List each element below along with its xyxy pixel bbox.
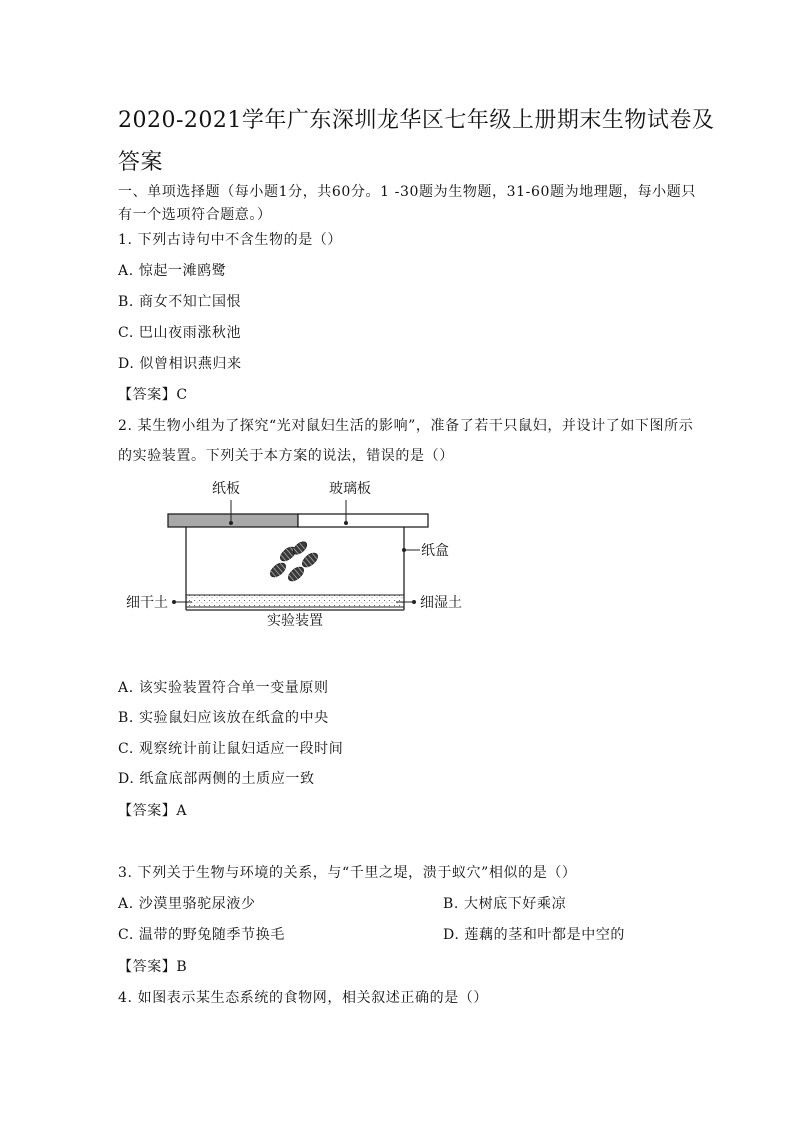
q4-stem: 4. 如图表示某生态系统的食物网，相关叙述正确的是（） bbox=[118, 990, 489, 1006]
q2-option-c: C. 观察统计前让鼠妇适应一段时间 bbox=[118, 741, 344, 757]
q2-option-d: D. 纸盒底部两侧的土质应一致 bbox=[118, 771, 315, 787]
q2-stem-line1: 2. 某生物小组为了探究“光对鼠妇生活的影响”，准备了若干只鼠妇，并设计了如下图所示 bbox=[118, 418, 694, 434]
q3-option-c: C. 温带的野兔随季节换毛 bbox=[118, 927, 285, 943]
q3-option-a: A. 沙漠里骆驼尿液少 bbox=[118, 896, 256, 912]
q3-option-b: B. 大树底下好乘凉 bbox=[443, 896, 567, 912]
paperboard-cover bbox=[168, 514, 298, 527]
document-title-line2: 答案 bbox=[118, 150, 164, 175]
q1-option-d: D. 似曾相识燕归来 bbox=[118, 356, 242, 372]
q1-answer-value: C bbox=[176, 387, 188, 403]
section-heading-line2: 有一个选项符合题意。） bbox=[118, 207, 272, 223]
q3-answer-label: 【答案】 bbox=[118, 959, 177, 975]
q1-stem: 1. 下列古诗句中不含生物的是（） bbox=[118, 232, 343, 248]
document-title-line1: 2020-2021学年广东深圳龙华区七年级上册期末生物试卷及 bbox=[118, 108, 715, 133]
q2-answer-value: A bbox=[176, 803, 188, 819]
q3-answer bbox=[118, 956, 187, 976]
glass-plate-cover bbox=[298, 514, 428, 527]
q3-stem: 3. 下列关于生物与环境的关系，与“千里之堤，溃于蚁穴”相似的是（） bbox=[118, 865, 577, 881]
q2-answer-label: 【答案】 bbox=[118, 803, 177, 819]
label-paperboard: 纸板 bbox=[212, 481, 240, 497]
q1-option-a: A. 惊起一滩鸥鹭 bbox=[118, 263, 227, 279]
glass-leader-dot bbox=[344, 521, 348, 525]
q2-stem-line2: 的实验装置。下列关于本方案的说法，错误的是（） bbox=[118, 448, 454, 464]
q3-option-d: D. 莲藕的茎和叶都是中空的 bbox=[443, 927, 626, 943]
wet-soil-leader-dot bbox=[412, 600, 416, 604]
q2-option-a: A. 该实验装置符合单一变量原则 bbox=[118, 680, 329, 696]
q1-option-b: B. 商女不知亡国恨 bbox=[118, 294, 242, 310]
box-leader-dot bbox=[402, 548, 406, 552]
label-wet-soil: 细湿土 bbox=[420, 595, 462, 611]
dry-soil-leader-dot bbox=[172, 600, 176, 604]
label-dry-soil: 细干土 bbox=[126, 595, 168, 611]
q3-answer-value: B bbox=[176, 959, 188, 975]
q1-answer bbox=[118, 384, 188, 404]
q2-answer bbox=[118, 800, 187, 820]
q1-answer-label: 【答案】 bbox=[118, 387, 177, 403]
soil-layer bbox=[186, 595, 404, 607]
label-glass-plate: 玻璃板 bbox=[329, 481, 371, 497]
experiment-apparatus-figure bbox=[118, 474, 478, 634]
paperboard-leader-dot bbox=[229, 521, 233, 525]
q1-option-c: C. 巴山夜雨涨秋池 bbox=[118, 325, 242, 341]
section-heading-line1: 一、单项选择题（每小题1分，共60分。1 -30题为生物题，31-60题为地理题，每小题只 bbox=[118, 184, 696, 200]
figure-caption: 实验装置 bbox=[267, 613, 323, 629]
woodlouse-illustration bbox=[268, 539, 320, 583]
q2-option-b: B. 实验鼠妇应该放在纸盒的中央 bbox=[118, 710, 329, 726]
label-paper-box: 纸盒 bbox=[421, 543, 449, 559]
